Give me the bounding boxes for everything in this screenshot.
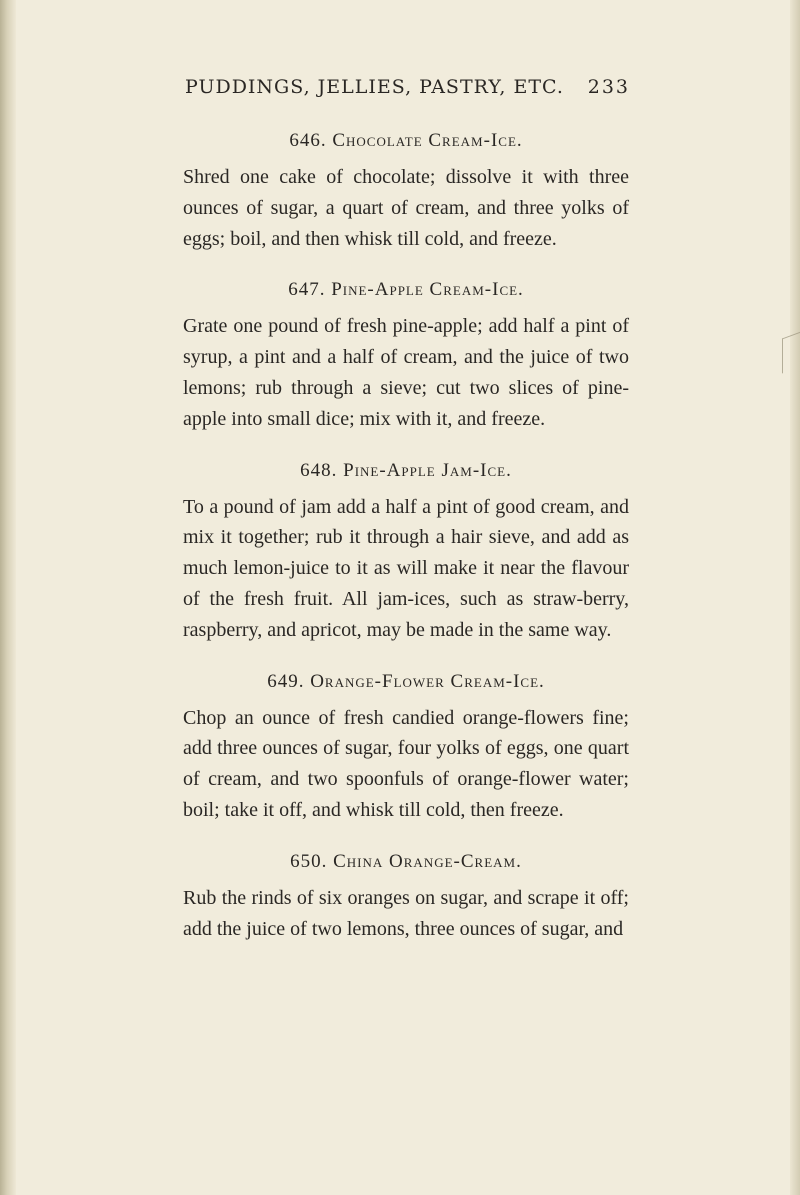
page-edge-left <box>0 0 16 1195</box>
page-content <box>183 128 629 944</box>
recipe-650 <box>183 849 629 945</box>
recipe-647 <box>183 277 629 434</box>
running-title: PUDDINGS, JELLIES, PASTRY, ETC. <box>185 76 564 98</box>
recipe-heading: 646. Chocolate Cream-Ice. <box>289 130 523 151</box>
recipe-body: Shred one cake of chocolate; dissolve it with three ounces of sugar, a quart of cream, and three yolks of eggs; boil, and then whisk till cold, and freeze. <box>183 166 629 250</box>
page-number: 233 <box>587 76 630 98</box>
page-edge-right <box>790 0 800 1195</box>
recipe-body: Chop an ounce of fresh candied orange-flowers fine; add three ounces of sugar, four yolks of eggs, one quart of cream, and two spoonfuls of orange-flower water; boil; take it off, and whisk till cold, then freeze. <box>183 706 629 821</box>
recipe-heading: 649. Orange-Flower Cream-Ice. <box>267 670 545 692</box>
recipe-646 <box>183 128 629 254</box>
page-tab-mark <box>782 332 800 374</box>
recipe-649 <box>183 669 629 826</box>
recipe-body: Grate one pound of fresh pine-apple; add half a pint of syrup, a pint and a half of cream, and the juice of two lemons; rub through a sieve; cut two slices of pine-apple into small dice; mix with it, and freeze. <box>183 315 629 430</box>
recipe-heading: 648. Pine-Apple Jam-Ice. <box>300 459 512 481</box>
recipe-body: Rub the rinds of six oranges on sugar, and scrape it off; add the juice of two lemons, three ounces of sugar, and <box>183 886 629 940</box>
recipe-body: To a pound of jam add a half a pint of good cream, and mix it together; rub it through a hair sieve, and add as much lemon-juice to it as will make it near the flavour of the fresh fruit. All jam-ices, such as straw-berry, raspberry, and apricot, may be made in the same way. <box>183 495 629 641</box>
recipe-heading: 647. Pine-Apple Cream-Ice. <box>288 279 524 301</box>
recipe-648 <box>183 458 629 646</box>
running-header <box>185 76 630 110</box>
recipe-heading: 650. China Orange-Cream. <box>290 850 522 872</box>
